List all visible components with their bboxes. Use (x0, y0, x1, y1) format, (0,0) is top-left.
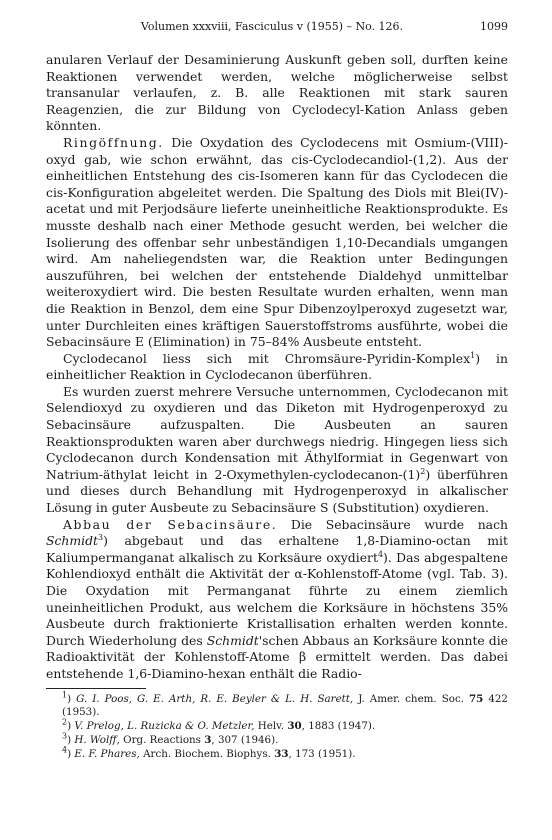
footnote-pages: , 1883 (1947). (301, 720, 376, 733)
running-header (46, 20, 508, 38)
footnotes (46, 690, 508, 762)
footnote-volume: 30 (287, 720, 302, 733)
footnote-number: 2 (62, 717, 68, 727)
footnote-source: J. Amer. chem. Soc. (353, 692, 469, 705)
footnote-number: 1 (62, 690, 68, 700)
section-heading-ring-opening: Ringöffnung. (63, 134, 164, 150)
footnote-pages: , 307 (1946). (211, 733, 279, 746)
paragraph-text: 'schen Abbaus an Korksäure konnte die Radioaktivität der Kohlenstoff-Atome β ermittelt werden. Das dabei entstehende 1,6-Diamino-hexan enthält die Radio- (46, 632, 509, 681)
footnote-authors: G. I. Poos, G. E. Arth, R. E. Beyler & L. H. Sarett, (76, 692, 354, 705)
paragraph-text: ) in einheitlicher Reaktion in Cyclodecanon überführen. (46, 350, 508, 383)
footnote-volume: 3 (204, 733, 212, 746)
footnote-number: 3 (62, 731, 68, 741)
footnote-source: Org. Reactions (119, 733, 205, 746)
paragraph-degradation (46, 517, 508, 683)
footnote-volume: 75 (468, 692, 484, 705)
paragraph-text: ). Das abgespaltene Kohlendioxyd enthält die Aktivität der α-Kohlenstoff-Atome (vgl. Tab. 3). Die Oxydation mit Permanganat führte zu einem ziemlich uneinheitlichen Produkt, aus welchem die Korksäure in höchstens 35% Ausbeute durch fraktionierte Kristallisation erhalten werden konnte. Durch Wiederholung des (46, 549, 508, 648)
section-heading-degradation: Abbau der Sebacinsäure. (63, 516, 278, 532)
footnote-ref-4: 4 (377, 549, 384, 559)
footnote-ref-1: 1 (470, 350, 476, 360)
footnote-pages: 422 (1953). (62, 692, 508, 719)
running-title: Volumen xxxviii, Fasciculus v (1955) – No. 126. (140, 20, 404, 33)
paragraph-text: Die Oxydation des Cyclodecens mit Osmium-(VIII)-oxyd gab, wie schon erwähnt, das cis-Cyclodecandiol-(1,2). Aus der einheitlichen Entstehung des cis-Isomeren kann für das Cyclodecen die cis-Konfiguration abgeleitet werden. Die Spaltung des Diols mit Blei(IV)-acetat und mit Perjodsäure lieferte uneinheitliche Reaktionsprodukte. Es musste deshalb nach einer Methode gesucht werden, bei welcher die Isolierung des offenbar sehr unbeständigen 1,10-Decandials umgangen wird. Am naheliegendsten war, die Reaktion unter Bedingungen auszuführen, bei welchen der entstehende Dialdehyd unmittelbar weiteroxydiert wird. Die besten Resultate wurden erhalten, wenn man die Reaktion in Benzol, dem eine Spur Dibenzoylperoxyd zugesetzt war, unter Durchleiten eines kräftigen Sauerstoffstroms ausführte, wobei die Sebacinsäure E (Elimination) in 75–84% Ausbeute entsteht. (46, 134, 508, 350)
footnote-source: Arch. Biochem. Biophys. (139, 747, 275, 760)
footnote-pages: , 173 (1951). (288, 747, 356, 760)
paragraph-text: ) abgebaut und das erhaltene 1,8-Diamino-octan mit Kaliumpermanganat alkalisch zu Korksäure oxydiert (46, 533, 508, 565)
footnote-ref-2: 2 (420, 466, 426, 476)
footnote: $^3$) H. Wolff, Org. Reactions 3, 307 (1946). (62, 731, 279, 746)
page-number: 1099 (480, 20, 508, 33)
paragraph-text: Es wurden zuerst mehrere Versuche unternommen, Cyclodecanon mit Selendioxyd zu oxydieren und das Diketon mit Hydrogenperoxyd zu Sebacinsäure aufzuspalten. Die Ausbeuten an sauren Reaktionsprodukten waren aber durchwegs niedrig. Hingegen liess sich Cyclodecanon durch Kondensation mit Äthylformiat in Gegenwart von Natrium-äthylat leicht in 2-Oxymethylen-cyclodecanon-(1) (46, 383, 508, 482)
footnote-volume: 33 (274, 747, 289, 760)
footnote-source: Helv. (254, 720, 288, 733)
footnote: $^2$) V. Prelog, L. Ruzicka & O. Metzler, Helv. 30, 1883 (1947). (62, 717, 376, 733)
paragraph-cyclodecanol (46, 351, 508, 384)
paragraph-continuation: anularen Verlauf der Desaminierung Auskunft geben soll, durften keine Reaktionen verwendet werden, welche möglicherweise selbst transanular verlaufen, z. B. alle Reaktionen mit stark sauren Reagenzien, die zur Bildung von Cyclodecyl-Kation Anlass geben könnten. (46, 52, 508, 134)
footnote-authors: E. F. Phares, (74, 747, 140, 760)
body-text (46, 52, 508, 683)
paragraph-text: Cyclodecanol liess sich mit Chromsäure-Pyridin-Komplex (63, 350, 471, 366)
author-name: Schmidt (206, 632, 259, 648)
paragraph-text: Die Sebacinsäure wurde nach (277, 516, 508, 532)
paragraph-ring-opening (46, 135, 508, 351)
author-name: Schmidt (46, 533, 99, 549)
footnote-divider (46, 688, 146, 689)
footnote-ref-3: 3 (98, 533, 104, 543)
paragraph-cyclodecanon (46, 384, 508, 517)
paragraph-text: ) überführen und dieses durch Behandlung mit Hydrogenperoxyd in alkalischer Lösung in guter Ausbeute zu Sebacinsäure S (Substitution) oxydieren. (46, 466, 508, 516)
footnote: $^4$) E. F. Phares, Arch. Biochem. Biophys. 33, 173 (1951). (62, 745, 356, 760)
footnote: $^1$) G. I. Poos, G. E. Arth, R. E. Beyler & L. H. Sarett, J. Amer. chem. Soc. 75 422 (1953). (62, 690, 508, 719)
footnote-number: 4 (62, 745, 68, 755)
footnote-authors: H. Wolff, (74, 733, 120, 746)
footnote-authors: V. Prelog, L. Ruzicka & O. Metzler, (74, 720, 255, 733)
